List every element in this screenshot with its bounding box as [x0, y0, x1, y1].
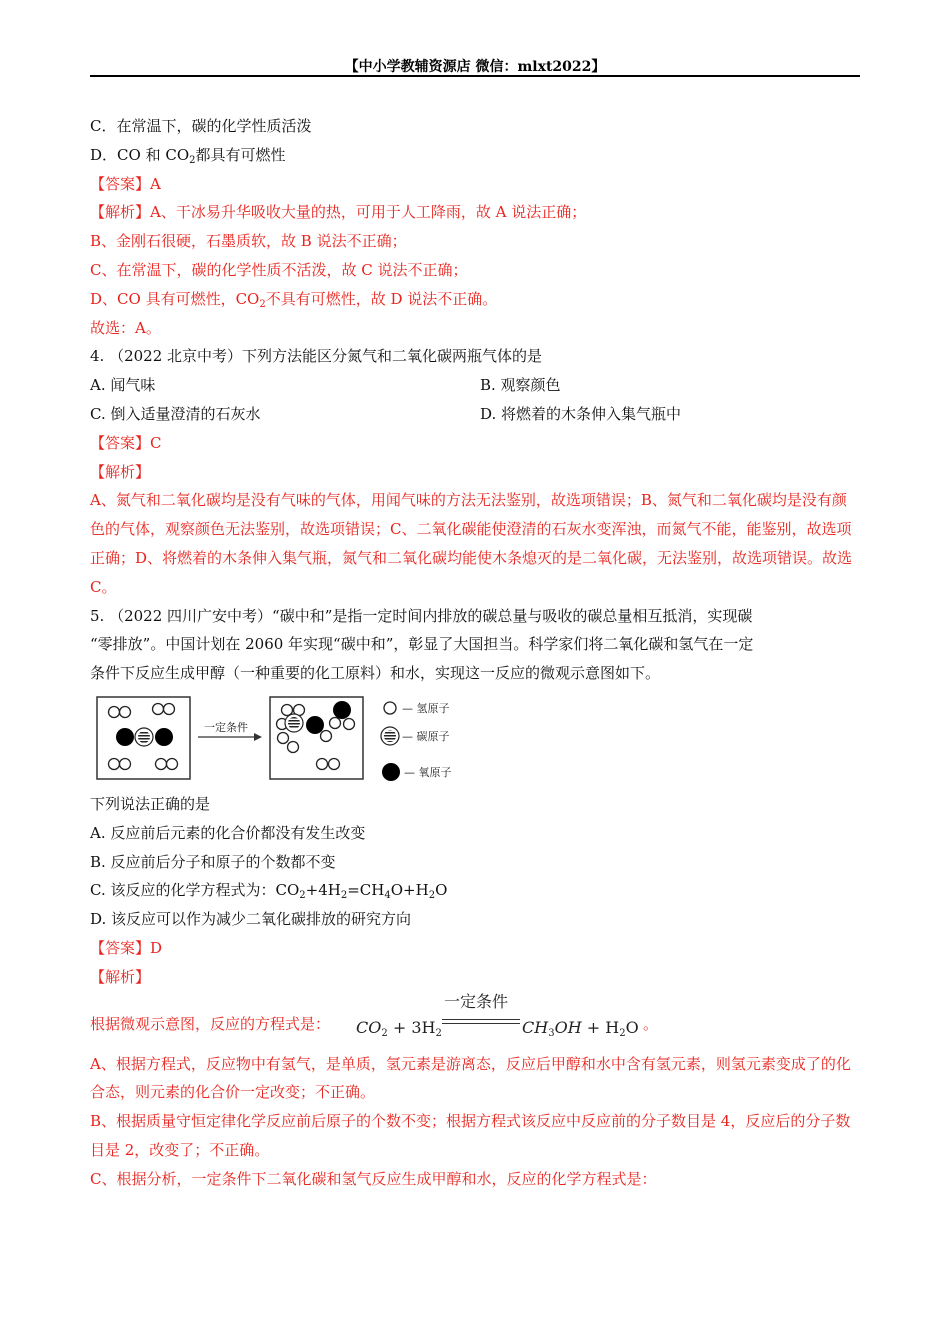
- q3-analysis-d: D、CO 具有可燃性，$CO_2$不具有可燃性，故 D 说法不正确。: [90, 289, 498, 310]
- h2-molecule: [156, 758, 178, 769]
- q3-analysis-c: C、在常温下，碳的化学性质不活泼，故 C 说法不正确；: [90, 260, 468, 279]
- h2-molecule: [109, 706, 131, 717]
- q4-stem: 4. （2022 北京中考）下列方法能区分氮气和二氧化碳两瓶气体的是: [90, 347, 543, 366]
- q3-conclusion: 故选：A。: [90, 318, 161, 337]
- q5-answer: 【答案】D: [90, 938, 163, 957]
- equation-double-line-top: [442, 1019, 520, 1020]
- equation-lead-text: 根据微观示意图，反应的方程式是：: [90, 1014, 331, 1033]
- legend-carbon-label: — 碳原子: [402, 729, 450, 743]
- q5-prompt: 下列说法正确的是: [90, 794, 211, 813]
- q5-analysis-b: B、根据质量守恒定律化学反应前后原子的个数不变；根据方程式该反应中反应前的分子数目是 4，反应后的分子数目是 2，改变了；不正确。: [90, 1112, 851, 1159]
- legend-carbon-stripes: [384, 730, 396, 742]
- q4-analysis-label: 【解析】: [90, 462, 151, 481]
- document-body: [90, 112, 860, 1194]
- q4-options-row-2: [90, 400, 860, 429]
- h2-molecule: [288, 741, 299, 752]
- arrow-head: [254, 733, 262, 741]
- q4-option-b: B. 观察颜色: [480, 376, 561, 395]
- q3-option-c: C．在常温下，碳的化学性质活泼: [90, 117, 312, 135]
- equation-reactants: $CO_2 + 3H_2$: [356, 1017, 442, 1039]
- co2-molecule: [116, 728, 173, 746]
- q4-answer: 【答案】C: [90, 433, 162, 452]
- equation-products: $CH_3OH + H_2O$: [522, 1017, 639, 1039]
- q4-option-d: D. 将燃着的木条伸入集气瓶中: [480, 404, 682, 423]
- q5-stem-line-1: 5. （2022 四川广安中考）“碳中和”是指一定时间内排放的碳总量与吸收的碳总量相互抵消，实现碳: [90, 606, 753, 625]
- page-header: 【中小学教辅资源店 微信：mlxt2022】: [344, 59, 606, 75]
- header-divider: [90, 75, 860, 77]
- equation-condition: 一定条件: [444, 991, 509, 1011]
- q4-options-row-1: [90, 371, 860, 400]
- q5-option-b: B. 反应前后分子和原子的个数都不变: [90, 852, 336, 871]
- legend-hydrogen-symbol: [384, 702, 396, 714]
- q4-option-c: C. 倒入适量澄清的石灰水: [90, 404, 261, 423]
- reaction-equation: [90, 991, 860, 1042]
- reaction-diagram-svg: [94, 693, 494, 785]
- equation-end-mark: 。: [643, 1014, 659, 1033]
- q3-analysis-b: B、金刚石很硬，石墨质软，故 B 说法不正确；: [90, 232, 407, 251]
- q3-option-d: D．CO 和 $CO_2$都具有可燃性: [90, 145, 286, 166]
- arrow-condition-label: 一定条件: [204, 720, 248, 734]
- h2-molecule: [317, 758, 340, 769]
- q5-analysis-label: 【解析】: [90, 967, 151, 986]
- equation-double-line-bottom: [442, 1023, 520, 1024]
- q5-stem-line-3: 条件下反应生成甲醇（一种重要的化工原料）和水，实现这一反应的微观示意图如下。: [90, 664, 661, 683]
- q3-answer: 【答案】A: [90, 174, 161, 193]
- water-molecule: [330, 701, 355, 730]
- q4-option-a: A. 闻气味: [90, 376, 156, 395]
- q5-option-d: D. 该反应可以作为减少二氧化碳排放的研究方向: [90, 910, 412, 929]
- legend-oxygen-label: — 氧原子: [404, 765, 452, 779]
- q5-stem-line-2: “零排放”。中国计划在 2060 年实现“碳中和”，彰显了大国担当。科学家们将二氧化碳和氢气在一定: [90, 635, 754, 654]
- reaction-micro-diagram: [94, 693, 494, 785]
- q5-option-c: C. 该反应的化学方程式为：$CO_2+4H_2=CH_4O+H_2O$: [90, 881, 448, 902]
- h2-molecule: [109, 758, 131, 769]
- q3-analysis-a: 【解析】A、干冰易升华吸收大量的热，可用于人工降雨，故 A 说法正确；: [90, 203, 587, 222]
- q4-analysis: A、氮气和二氧化碳均是没有气味的气体，用闻气味的方法无法鉴别，故选项错误；B、氮气和二氧化碳均是没有颜色的气体，观察颜色无法鉴别，故选项错误；C、二氧化碳能使澄清的石灰水变浑浊，而氮气不能，能鉴别，故选项正确；D、将燃着的木条伸入集气瓶，氮气和二氧化碳均能使木条熄灭的是二氧化碳，无法鉴别，故选项错误。故选 C。: [90, 491, 853, 596]
- legend-oxygen-symbol: [382, 763, 400, 781]
- q5-analysis-c: C、根据分析，一定条件下二氧化碳和氢气反应生成甲醇和水，反应的化学方程式是：: [90, 1169, 657, 1188]
- q5-option-a: A. 反应前后元素的化合价都没有发生改变: [90, 823, 366, 842]
- h2-molecule: [278, 732, 289, 743]
- q5-analysis-a: A、根据方程式，反应物中有氢气，是单质，氢元素是游离态，反应后甲醇和水中含有氢元素，则氢元素变成了的化合态，则元素的化合价一定改变；不正确。: [90, 1054, 851, 1102]
- h2-molecule: [153, 703, 175, 714]
- legend-hydrogen-label: — 氢原子: [402, 701, 450, 715]
